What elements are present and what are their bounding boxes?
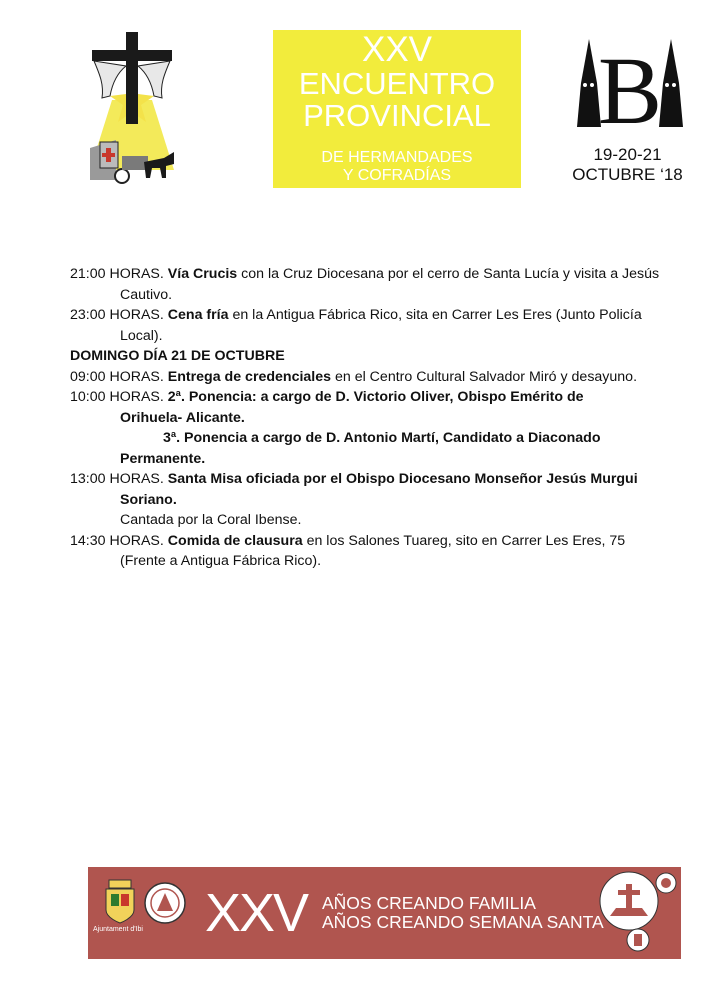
small-crest-icon [626, 928, 650, 952]
subtitle-line-1: DE HERMANDADES [321, 149, 473, 166]
schedule-item [70, 305, 670, 326]
title-line-provincial: PROVINCIAL [303, 98, 491, 133]
schedule-note: Cantada por la Coral Ibense. [120, 512, 302, 528]
schedule-event: Entrega de credenciales [167, 368, 332, 385]
schedule-time: 09:00 HORAS. [70, 368, 168, 385]
schedule-continuation: Cautivo. [120, 286, 173, 303]
event-days: 19-20-21 [593, 145, 662, 164]
schedule-details: en los Salones Tuareg, sito en Carrer Les Eres, 75 [302, 532, 626, 549]
schedule-time: 21:00 HORAS. [70, 266, 168, 282]
brotherhood-seal-icon [143, 881, 187, 925]
schedule-event: Vía Crucis [167, 266, 238, 282]
schedule-item [70, 264, 670, 285]
schedule-continuation: Permanente. [120, 450, 206, 467]
schedule-details: con la Cruz Diocesana por el cerro de Santa Lucía y visita a Jesús [237, 266, 660, 282]
event-dates [560, 145, 695, 185]
schedule-continuation: Orihuela- Alicante. [120, 409, 245, 426]
schedule-event: Comida de clausura [167, 532, 303, 549]
ibi-penitents-logo [575, 35, 685, 135]
schedule-event: Cena fría [167, 307, 229, 323]
schedule-time: 23:00 HORAS. [70, 307, 168, 323]
banner-line-holy-week: AÑOS CREANDO SEMANA SANTA [322, 912, 604, 932]
event-title-block [273, 30, 521, 188]
schedule-item [70, 387, 670, 408]
semana-santa-seal-icon [598, 870, 660, 932]
ibi-coat-of-arms-icon [103, 878, 137, 924]
title-line-encuentro: ENCUENTRO [298, 66, 496, 101]
schedule-time: 14:30 HORAS. [70, 532, 168, 549]
schedule-item [70, 469, 670, 490]
brotherhood-cross-logo [82, 30, 182, 188]
day-heading: DOMINGO DÍA 21 DE OCTUBRE [70, 348, 285, 364]
schedule-event: Santa Misa oficiada por el Obispo Diocesano Monseñor Jesús Murgui [167, 471, 638, 487]
ajuntament-label: Ajuntament d'Ibi [93, 926, 143, 933]
schedule-subitem: 3ª. Ponencia a cargo de D. Antonio Martí, Candidato a Diaconado [163, 430, 601, 446]
banner-roman-numeral: XXV [205, 883, 308, 943]
schedule-continuation: Local). [120, 327, 163, 344]
schedule-details: en la Antigua Fábrica Rico, sita en Carrer Les Eres (Junto Policía [228, 307, 642, 323]
schedule-continuation: Soriano. [120, 491, 177, 508]
schedule-time: 13:00 HORAS. [70, 471, 168, 487]
schedule-event: 2ª. Ponencia: a cargo de D. Victorio Oliver, Obispo Emérito de [167, 389, 584, 405]
subtitle-line-2: Y COFRADÍAS [342, 167, 452, 184]
program-schedule [70, 264, 670, 572]
ibi-logo-letter: B [597, 37, 663, 135]
event-month-year: OCTUBRE ‘18 [572, 165, 683, 184]
banner-line-family: AÑOS CREANDO FAMILIA [322, 893, 536, 913]
schedule-item [70, 367, 670, 388]
title-roman-numeral: XXV [361, 30, 433, 69]
schedule-time: 10:00 HORAS. [70, 389, 168, 405]
small-emblem-icon [655, 872, 677, 894]
schedule-details: en el Centro Cultural Salvador Miró y desayuno. [331, 368, 638, 385]
schedule-continuation: (Frente a Antigua Fábrica Rico). [120, 553, 322, 569]
schedule-item [70, 531, 670, 552]
